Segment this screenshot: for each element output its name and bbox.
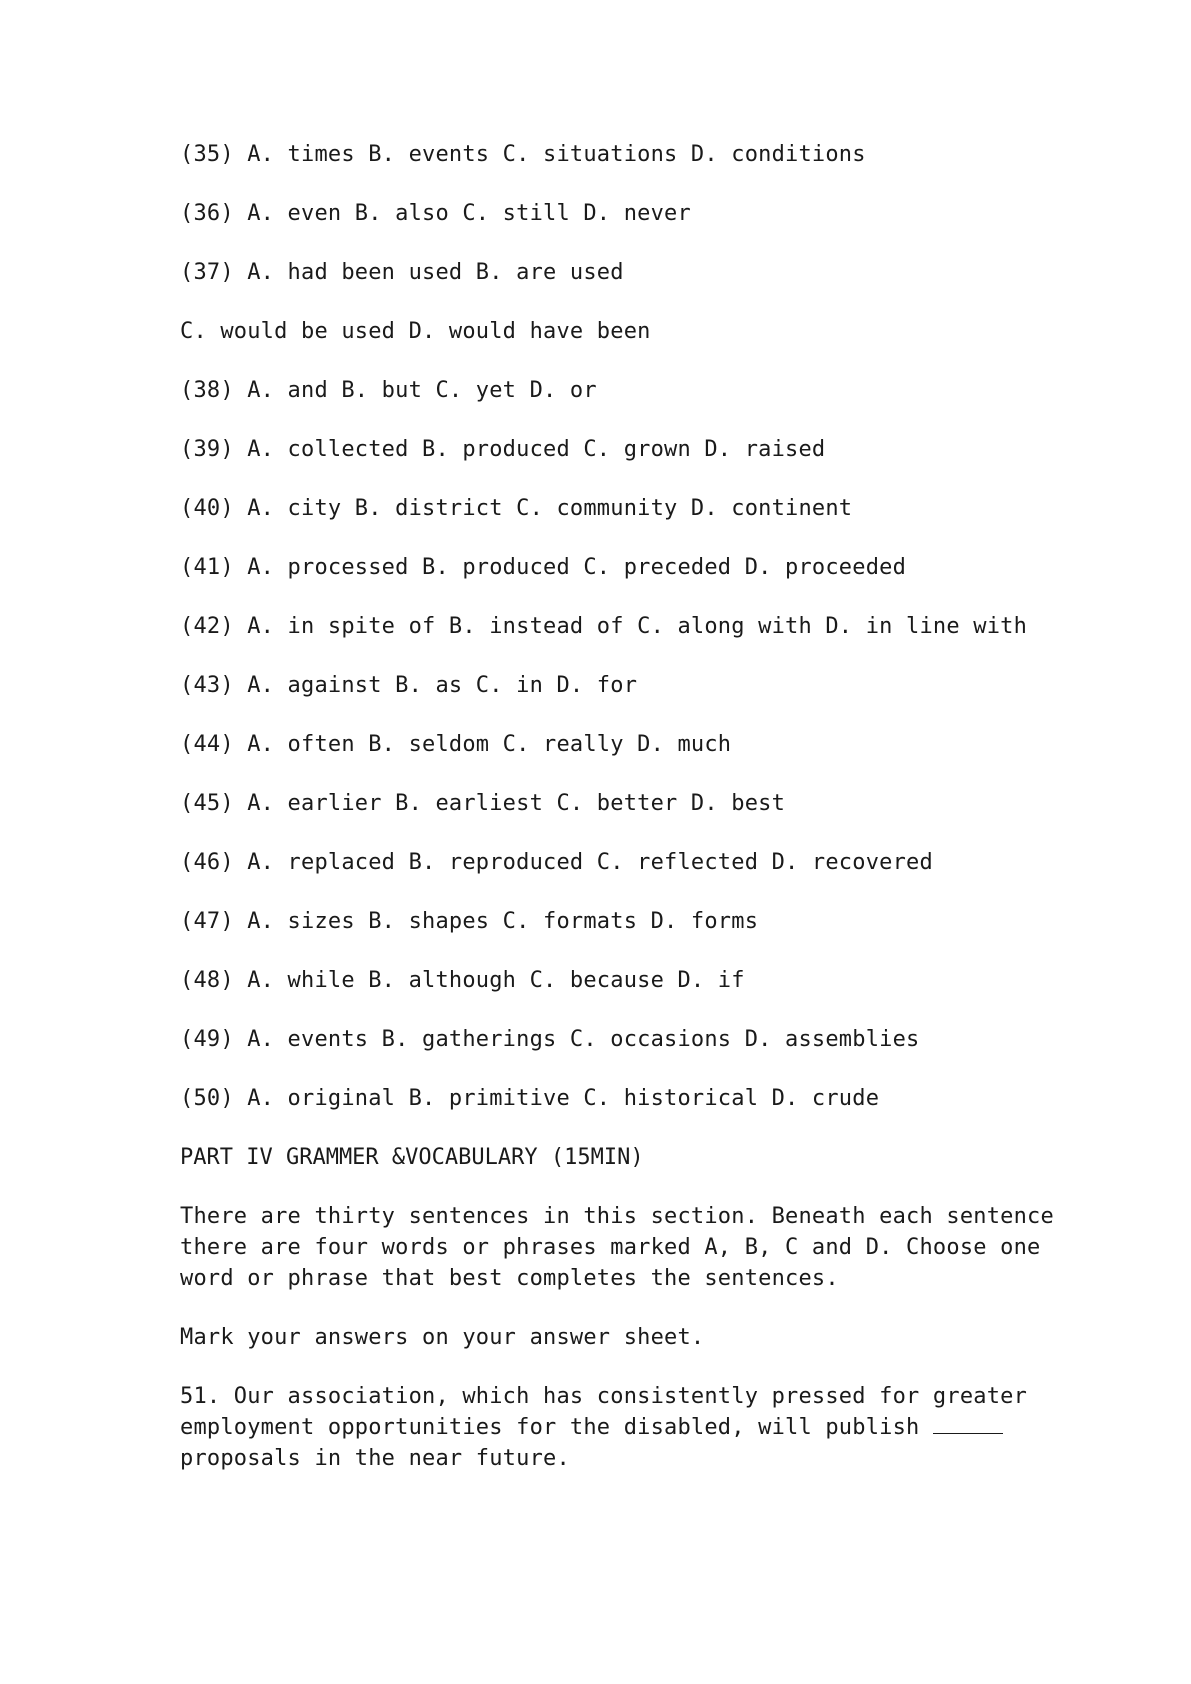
answer-options-list xyxy=(180,140,1080,1114)
option-line-48: (48) A. while B. although C. because D. if xyxy=(180,968,745,993)
option-line-40: (40) A. city B. district C. community D. continent xyxy=(180,496,853,521)
option-line-36: (36) A. even B. also C. still D. never xyxy=(180,201,691,226)
document-page xyxy=(180,140,1080,1502)
mark-answers-note: Mark your answers on your answer sheet. xyxy=(180,1325,705,1350)
option-line-42: (42) A. in spite of B. instead of C. along with D. in line with xyxy=(180,614,1028,639)
option-line-37: (37) A. had been used B. are used xyxy=(180,260,624,285)
option-line-41: (41) A. processed B. produced C. preceded D. proceeded xyxy=(180,555,907,580)
option-line-50: (50) A. original B. primitive C. historical D. crude xyxy=(180,1086,880,1111)
question-51 xyxy=(180,1381,1080,1474)
answer-blank xyxy=(933,1413,1003,1434)
option-line-45: (45) A. earlier B. earliest C. better D. best xyxy=(180,791,786,816)
option-line-37-cont: C. would be used D. would have been xyxy=(180,319,651,344)
option-line-46: (46) A. replaced B. reproduced C. reflected D. recovered xyxy=(180,850,933,875)
section-heading: PART IV GRAMMER &VOCABULARY (15MIN) xyxy=(180,1145,644,1170)
option-line-47: (47) A. sizes B. shapes C. formats D. forms xyxy=(180,909,759,934)
option-line-39: (39) A. collected B. produced C. grown D. raised xyxy=(180,437,826,462)
option-line-49: (49) A. events B. gatherings C. occasions D. assemblies xyxy=(180,1027,920,1052)
option-line-38: (38) A. and B. but C. yet D. or xyxy=(180,378,597,403)
option-line-44: (44) A. often B. seldom C. really D. much xyxy=(180,732,732,757)
question-51-text-before: 51. Our association, which has consistently pressed for greater employment opportunities for the disabled, will publish xyxy=(180,1384,1028,1440)
option-line-35: (35) A. times B. events C. situations D. conditions xyxy=(180,142,866,167)
question-51-text-after: proposals in the near future. xyxy=(180,1446,570,1471)
option-line-43: (43) A. against B. as C. in D. for xyxy=(180,673,638,698)
section-instructions: There are thirty sentences in this section. Beneath each sentence there are four words or phrases marked A, B, C and D. Choose one word or phrase that best completes the sentences. xyxy=(180,1204,1054,1291)
